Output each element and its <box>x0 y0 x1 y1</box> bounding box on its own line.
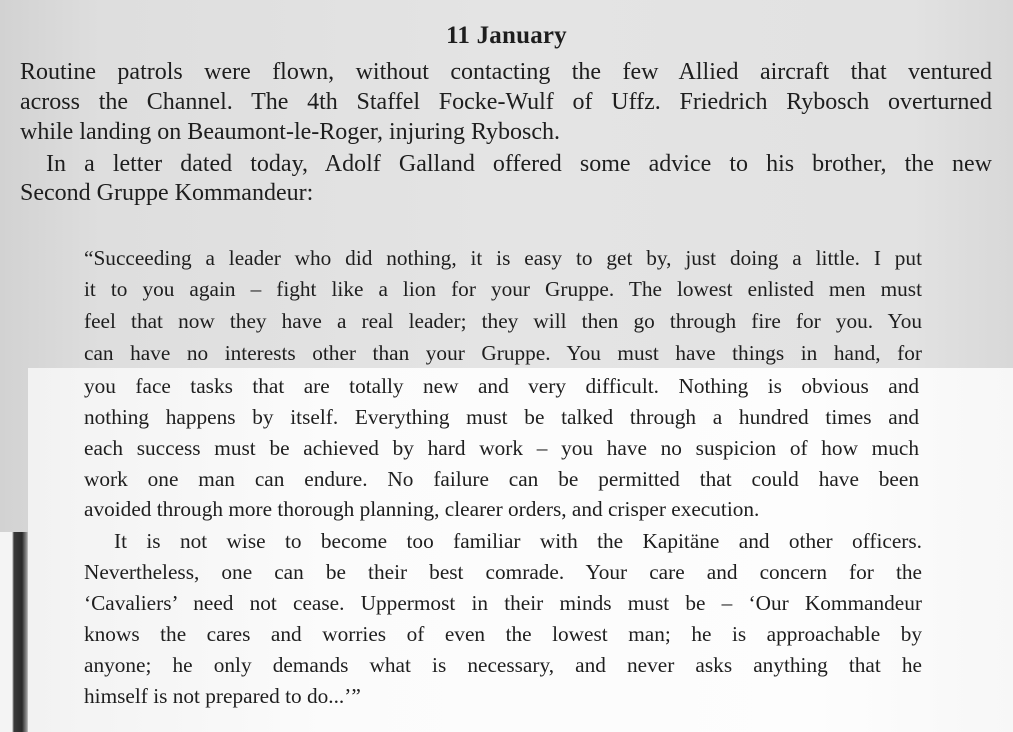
quote-1-line-8: work one man can endure. No failure can be permitted that could have been <box>84 467 919 491</box>
quote-2-line-3: ‘Cavaliers’ need not cease. Uppermost in their minds must be – ‘Our Kommandeur <box>84 591 922 615</box>
quote-2-line-6: himself is not prepared to do...’” <box>84 684 361 708</box>
quote-2-line-5: anyone; he only demands what is necessary, and never asks anything that he <box>84 653 922 677</box>
quote-1-line-7: each success must be achieved by hard work – you have no suspicion of how much <box>84 436 919 460</box>
paragraph-1-line-2: across the Channel. The 4th Staffel Focke-Wulf of Uffz. Friedrich Rybosch overturned <box>20 89 992 115</box>
quote-1-line-6: nothing happens by itself. Everything must be talked through a hundred times and <box>84 405 919 429</box>
quote-2-line-4: knows the cares and worries of even the lowest man; he is approachable by <box>84 622 922 646</box>
section-heading: 11 January <box>446 22 567 49</box>
quote-1-line-2: it to you again – fight like a lion for your Gruppe. The lowest enlisted men must <box>84 277 922 301</box>
quote-1-line-1: “Succeeding a leader who did nothing, it is easy to get by, just doing a little. I put <box>84 246 922 270</box>
paragraph-1-line-3: while landing on Beaumont-le-Roger, injuring Rybosch. <box>20 119 560 145</box>
quote-1-line-4: can have no interests other than your Gruppe. You must have things in hand, for <box>84 341 922 365</box>
quote-1-line-3: feel that now they have a real leader; they will then go through fire for you. You <box>84 309 922 333</box>
book-spine-shadow <box>0 532 28 732</box>
paragraph-2-line-2: Second Gruppe Kommandeur: <box>20 180 314 206</box>
paragraph-2-line-1: In a letter dated today, Adolf Galland offered some advice to his brother, the new <box>46 151 992 177</box>
quote-1-line-9: avoided through more thorough planning, clearer orders, and crisper execution. <box>84 497 760 521</box>
quote-2-line-2: Nevertheless, one can be their best comrade. Your care and concern for the <box>84 560 922 584</box>
quote-2-line-1: It is not wise to become too familiar with the Kapitäne and other officers. <box>114 529 922 553</box>
quote-1-line-5: you face tasks that are totally new and very difficult. Nothing is obvious and <box>84 374 919 398</box>
paragraph-1-line-1: Routine patrols were flown, without contacting the few Allied aircraft that ventured <box>20 59 992 85</box>
